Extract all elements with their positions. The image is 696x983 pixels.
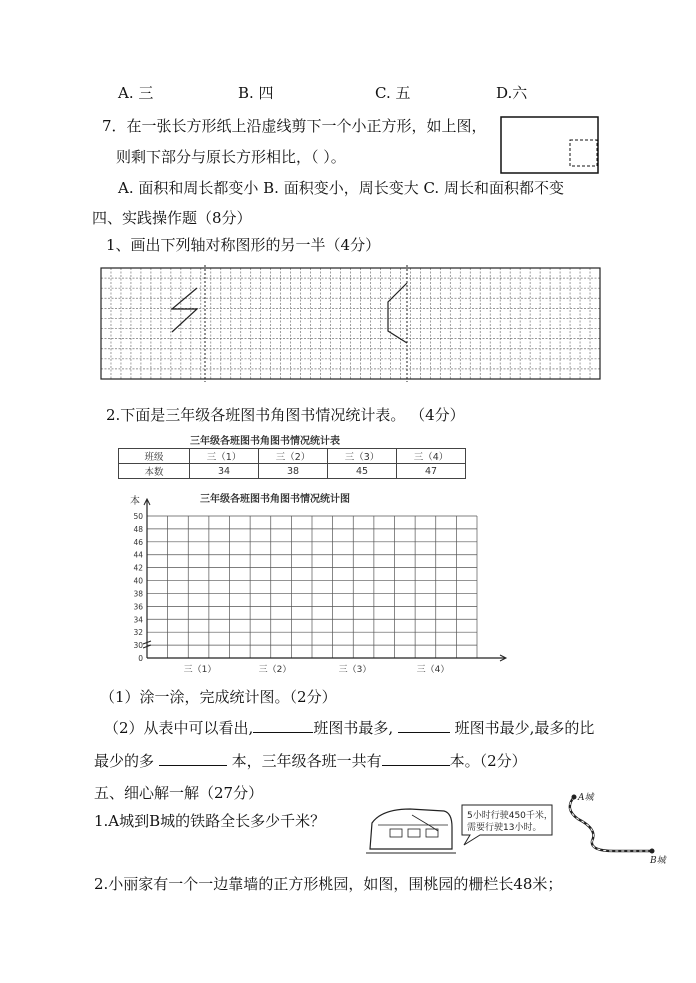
section4-sub2-line1 — [104, 717, 594, 738]
y-tick-label: 46 — [133, 537, 143, 547]
table-header-cell: 三（4） — [397, 449, 466, 464]
grid-border — [101, 268, 600, 379]
section5-q2: 2.小丽家有一个一边靠墙的正方形桃园，如图，围桃园的栅栏长48米； — [94, 875, 563, 893]
city-b-marker — [650, 849, 655, 854]
x-tick-label: 三（4） — [416, 665, 450, 675]
sub2-text-f: 本。（2分） — [449, 752, 527, 770]
chart-ylabel: 本 — [130, 496, 140, 507]
y-tick-label: 40 — [133, 576, 143, 586]
q7-line2: 则剩下部分与原长方形相比，（ ）。 — [116, 148, 346, 166]
city-a-label: A城 — [578, 793, 594, 803]
x-tick-label: 三（2） — [258, 665, 292, 675]
bubble-line2: 需要行驶13小时。 — [467, 823, 542, 833]
section5-title: 五、细心解一解（27分） — [94, 784, 264, 802]
table-header-cell: 三（1） — [190, 449, 259, 464]
paper-rectangle — [501, 117, 598, 173]
table-header-row — [119, 449, 466, 464]
q6-option-c: C. 五 — [375, 84, 411, 102]
y-tick-label: 30 — [133, 641, 143, 651]
chart-grid — [143, 499, 506, 661]
chart-title: 三年级各班图书角图书情况统计图 — [200, 494, 350, 505]
table-cell: 45 — [328, 464, 397, 479]
bar-chart — [115, 488, 510, 678]
q7-line1: 7．在一张长方形纸上沿虚线剪下一个小正方形，如上图， — [102, 117, 487, 135]
y-tick-label: 42 — [133, 563, 143, 573]
section4-title: 四、实践操作题（8分） — [92, 209, 252, 227]
table-header-cell: 班级 — [119, 449, 190, 464]
table-row — [119, 464, 466, 479]
table-header-cell: 三（2） — [259, 449, 328, 464]
city-a-marker — [572, 795, 577, 800]
chart-y-ticks — [133, 512, 143, 663]
sub2-text-d: 最少的多 — [94, 752, 155, 770]
q6-option-b: B. 四 — [238, 84, 274, 102]
table-cell: 本数 — [119, 464, 190, 479]
answer-blank-most[interactable] — [253, 718, 313, 733]
sub2-text-a: （2）从表中可以看出, — [104, 719, 254, 737]
grid-lines — [101, 268, 600, 379]
railway-route — [570, 792, 668, 865]
bubble-line1: 5小时行驶450千米， — [467, 811, 553, 821]
train-icon — [366, 809, 456, 853]
y-tick-label: 44 — [133, 550, 143, 560]
table-cell: 47 — [397, 464, 466, 479]
y-tick-label: 34 — [133, 615, 143, 625]
y-tick-label: 32 — [133, 628, 143, 638]
train-illustration — [352, 787, 674, 865]
table-cell: 34 — [190, 464, 259, 479]
symmetry-grid — [100, 265, 602, 383]
y-tick-label: 48 — [133, 524, 143, 534]
section4-sub2-line2 — [94, 750, 527, 771]
q6-option-d: D.六 — [496, 84, 528, 102]
y-tick-label: 36 — [133, 602, 143, 612]
half-shape-bracket — [388, 283, 407, 343]
answer-blank-least[interactable] — [398, 718, 450, 733]
sub2-text-c: 班图书最少,最多的比 — [454, 719, 595, 737]
q7-rectangle-figure — [500, 116, 600, 176]
sub2-text-b: 班图书最多, — [313, 719, 394, 737]
section5-q1: 1.A城到B城的铁路全长多少千米？ — [94, 812, 326, 830]
table-title: 三年级各班图书角图书情况统计表 — [190, 436, 340, 447]
half-shape-z — [172, 288, 197, 332]
answer-blank-total[interactable] — [382, 751, 450, 766]
table-header-cell: 三（3） — [328, 449, 397, 464]
section4-sub1: （1）涂一涂，完成统计图。（2分） — [100, 688, 337, 706]
stat-table — [118, 448, 466, 479]
sub2-text-e: 本，三年级各班一共有 — [231, 752, 382, 770]
table-cell: 38 — [259, 464, 328, 479]
y-tick-label: 50 — [133, 512, 143, 521]
dashed-square-cutout — [570, 140, 597, 166]
q6-option-a: A. 三 — [118, 84, 154, 102]
chart-x-ticks — [184, 664, 450, 675]
y-tick-label: 0 — [138, 654, 143, 663]
section4-q2: 2.下面是三年级各班图书角图书情况统计表。 （4分） — [106, 406, 465, 424]
q7-options: A. 面积和周长都变小 B. 面积变小，周长变大 C. 周长和面积都不变 — [118, 179, 564, 197]
x-tick-label: 三（1） — [183, 665, 217, 675]
speech-bubble — [462, 805, 553, 845]
answer-blank-difference[interactable] — [159, 751, 227, 766]
x-tick-label: 三（3） — [338, 665, 372, 675]
section4-q1: 1、画出下列轴对称图形的另一半（4分） — [106, 236, 381, 254]
city-b-label: B城 — [650, 856, 666, 865]
y-tick-label: 38 — [133, 589, 143, 599]
